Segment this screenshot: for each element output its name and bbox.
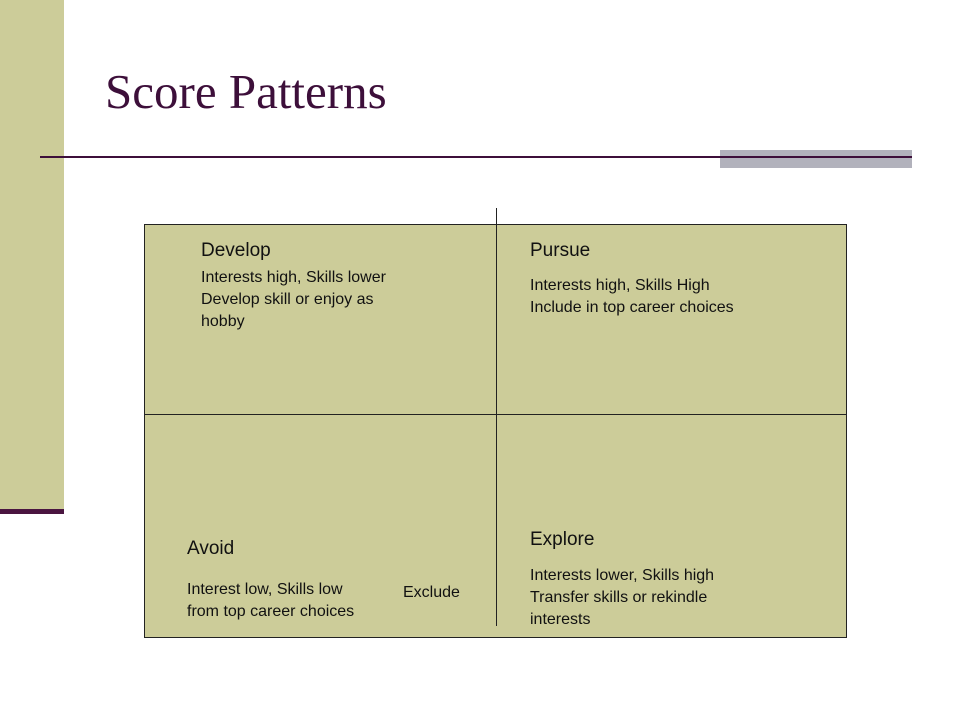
quadrant-avoid-wrapped-word: Exclude [403,584,460,601]
quadrant-explore-line: interests [530,611,591,628]
quadrant-develop-line: hobby [201,313,245,330]
quadrant-develop-line: Interests high, Skills lower [201,269,386,286]
quadrant-pursue-description [530,275,734,319]
quadrant-develop-description [201,267,386,333]
quadrant-develop-line: Develop skill or enjoy as [201,291,374,308]
quadrant-pursue [530,239,734,319]
quadrant-explore [530,528,714,631]
quadrant-explore-line: Interests lower, Skills high [530,567,715,584]
slide-title: Score Patterns [105,64,387,119]
side-accent-underline [0,509,64,514]
quadrant-pursue-heading: Pursue [530,240,591,261]
quadrant-avoid-description [187,579,354,623]
quadrant-explore-description [530,565,714,631]
quadrant-pursue-line: Include in top career choices [530,299,734,316]
quadrant-explore-heading: Explore [530,529,595,550]
side-accent-bar [0,0,64,512]
quadrant-develop-heading: Develop [201,240,271,261]
quadrant-avoid-line: Interest low, Skills low [187,581,343,598]
vertical-divider [496,208,497,626]
quadrant-avoid-line: from top career choices [187,603,355,620]
quadrant-explore-line: Transfer skills or rekindle [530,589,708,606]
quadrant-avoid [187,537,354,623]
title-rule-block [720,150,912,168]
quadrant-avoid-heading: Avoid [187,538,235,559]
quadrant-pursue-line: Interests high, Skills High [530,277,710,294]
quadrant-develop [201,239,386,333]
